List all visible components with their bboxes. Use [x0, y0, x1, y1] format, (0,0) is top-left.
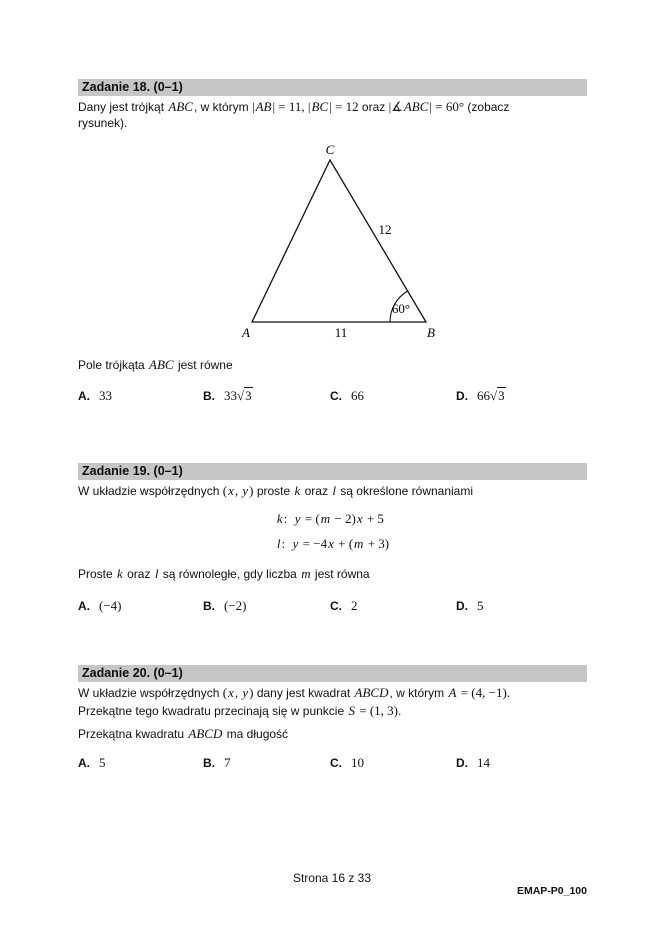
task-19-intro [78, 483, 590, 500]
answer-label: D. [456, 756, 468, 770]
answer-value: 2 [351, 598, 358, 613]
task-18-answer-b [203, 387, 253, 405]
task-18-intro-line2: rysunek). [78, 115, 128, 130]
task-18-answer-a [78, 387, 112, 405]
task-19-answer-a [78, 597, 122, 615]
task-19-answer-b [203, 597, 247, 615]
task-19-intro-line1: W układzie współrzędnych (x, y) proste k oraz l są określone równaniami [78, 483, 474, 498]
answer-label: C. [330, 599, 342, 613]
task-18-intro [78, 99, 590, 131]
answer-label: C. [330, 756, 342, 770]
task-19-answer-d [456, 597, 484, 615]
task-18-answers [78, 387, 598, 407]
task-19-question: Proste k oraz l są równoległe, gdy liczba m jest równa [78, 566, 370, 581]
answer-value: 5 [99, 755, 106, 770]
answer-label: B. [203, 756, 215, 770]
task-18-intro-line1: Dany jest trójkąt ABC, w którym |AB| = 11, |BC| = 12 oraz |∡ABC| = 60° (zobacz [78, 99, 510, 114]
answer-label: A. [78, 756, 90, 770]
equation-k: k: y = (m − 2)x + 5 [276, 511, 384, 526]
triangle-figure [235, 138, 440, 348]
answer-value: 5 [477, 598, 484, 613]
task-20-question: Przekątna kwadratu ABCD ma długość [78, 726, 289, 741]
page-number: Strona 16 z 33 [292, 871, 372, 885]
answer-label: C. [330, 389, 342, 403]
angle-b-label: 60° [391, 301, 411, 316]
answer-value: 7 [224, 755, 231, 770]
answer-label: D. [456, 599, 468, 613]
answer-value: 66 [351, 388, 364, 403]
equation-l: l: y = −4x + (m + 3) [276, 536, 390, 551]
answer-value: 33√3 [224, 388, 252, 403]
answer-label: D. [456, 389, 468, 403]
side-bc-length-label: 12 [378, 222, 392, 237]
answer-value: 14 [477, 755, 490, 770]
answer-value: 66√3 [477, 388, 505, 403]
answer-value: (−2) [224, 598, 247, 613]
task-19-header [78, 463, 587, 480]
task-20-intro [78, 684, 590, 720]
task-20-answer-d [456, 754, 490, 772]
side-ab-length-label: 11 [334, 325, 348, 340]
task-20-intro-line1: W układzie współrzędnych (x, y) dany jest kwadrat ABCD, w którym A = (4, −1). [78, 685, 511, 700]
answer-value: 33 [99, 388, 112, 403]
task-19-equations [78, 506, 587, 556]
task-20-title: Zadanie 20. (0–1) [82, 666, 183, 680]
vertex-b-label: B [427, 325, 435, 340]
answer-label: A. [78, 389, 90, 403]
answer-label: B. [203, 599, 215, 613]
task-19-answers [78, 597, 598, 617]
task-20-intro-line2: Przekątne tego kwadratu przecinają się w punkcie S = (1, 3). [78, 703, 402, 718]
vertex-c-label: C [325, 142, 335, 157]
task-20-answer-a [78, 754, 106, 772]
vertex-a-label: A [242, 325, 250, 340]
task-18-title: Zadanie 18. (0–1) [82, 80, 183, 94]
task-20-answer-b [203, 754, 231, 772]
answer-label: A. [78, 599, 90, 613]
task-20-header [78, 665, 587, 682]
task-19-answer-c [330, 597, 358, 615]
task-18-answer-c [330, 387, 364, 405]
task-19-title: Zadanie 19. (0–1) [82, 464, 183, 478]
task-18-question: Pole trójkąta ABC jest równe [78, 357, 233, 372]
answer-value: 10 [351, 755, 364, 770]
task-18-header [78, 79, 587, 96]
answer-label: B. [203, 389, 215, 403]
task-20-answer-c [330, 754, 364, 772]
task-20-answers [78, 754, 598, 774]
exam-sheet-code: EMAP-P0_100 [516, 885, 587, 897]
task-18-answer-d [456, 387, 506, 405]
answer-value: (−4) [99, 598, 122, 613]
